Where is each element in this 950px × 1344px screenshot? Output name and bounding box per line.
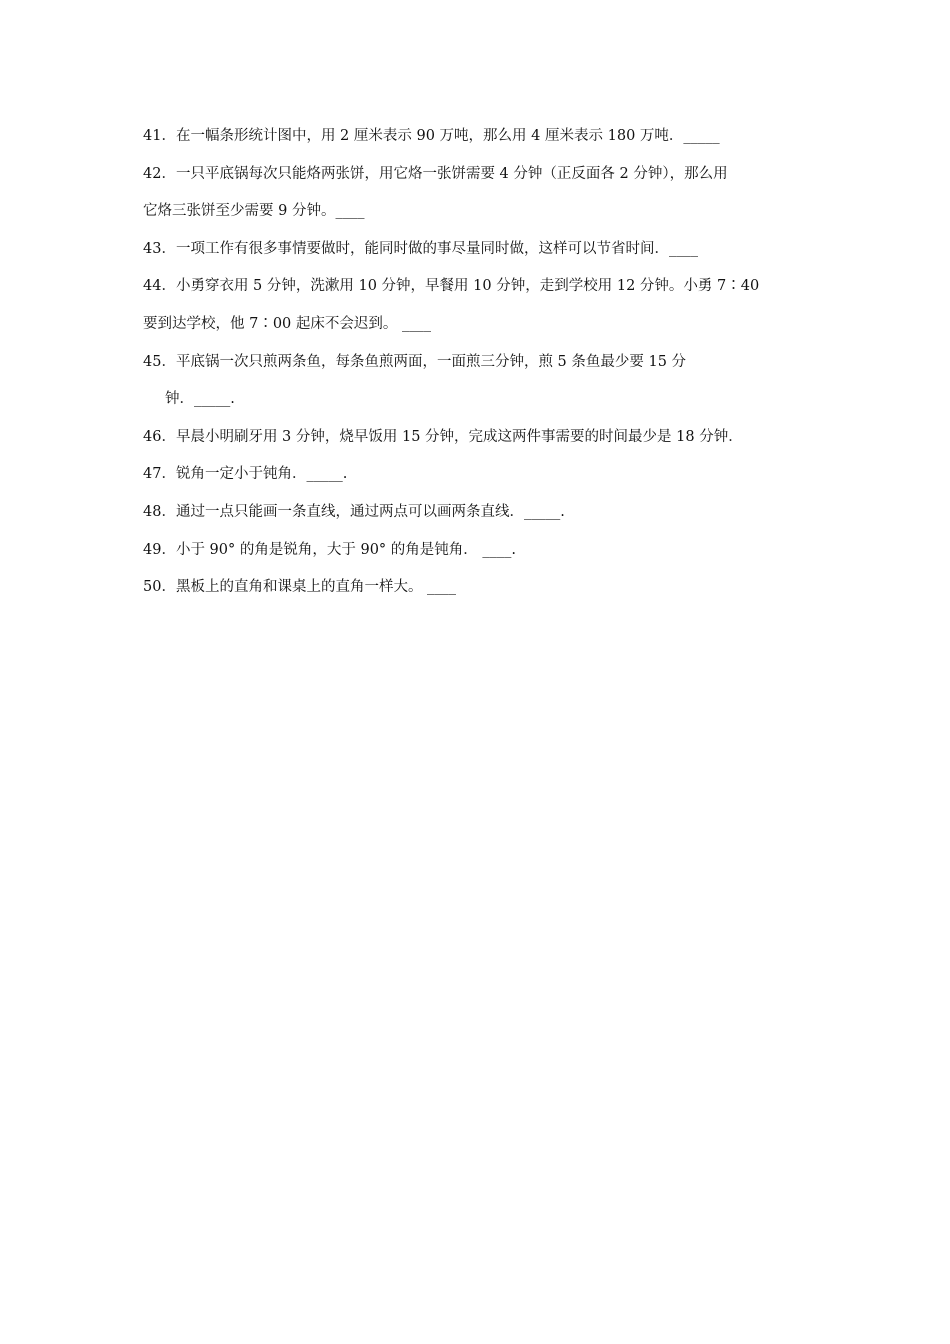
question-text-line: 47．锐角一定小于钝角．_____. [143,466,348,483]
question-text-line: 它烙三张饼至少需要 9 分钟。____ [143,203,365,220]
question-text-line: 41．在一幅条形统计图中，用 2 厘米表示 90 万吨，那么用 4 厘米表示 180 万吨．_____ [143,128,720,144]
question-46 [143,419,813,457]
question-43 [143,231,813,269]
question-42 [143,156,813,231]
question-44 [143,268,813,343]
question-text-line: 要到达学校，他 7∶00 起床不会迟到。 ____ [143,315,432,332]
question-text-line: 43．一项工作有很多事情要做时，能同时做的事尽量同时做，这样可以节省时间．____ [143,240,698,257]
question-text-line: 48．通过一点只能画一条直线，通过两点可以画两条直线．_____. [143,503,565,520]
question-text-line: 45．平底锅一次只煎两条鱼，每条鱼煎两面，一面煎三分钟，煎 5 条鱼最少要 15 分 [143,353,687,370]
question-text-line: 50．黑板上的直角和课桌上的直角一样大。 ____ [143,579,457,596]
question-list [143,118,813,607]
question-text-line: 钟．_____. [165,391,235,408]
question-text-line: 49．小于 90° 的角是锐角，大于 90° 的角是钝角． ____. [143,541,517,558]
question-48 [143,494,813,532]
question-text-line: 42．一只平底锅每次只能烙两张饼，用它烙一张饼需要 4 分钟（正反面各 2 分钟），那么用 [143,165,728,182]
question-text-line: 44．小勇穿衣用 5 分钟，洗漱用 10 分钟，早餐用 10 分钟，走到学校用 12 分钟。小勇 7∶40 [143,278,760,295]
question-41 [143,118,813,156]
question-45 [143,344,813,419]
question-47 [143,456,813,494]
question-49 [143,532,813,570]
question-text-line: 46．早晨小明刷牙用 3 分钟，烧早饭用 15 分钟，完成这两件事需要的时间最少是 18 分钟． [143,428,743,445]
question-50 [143,569,813,607]
